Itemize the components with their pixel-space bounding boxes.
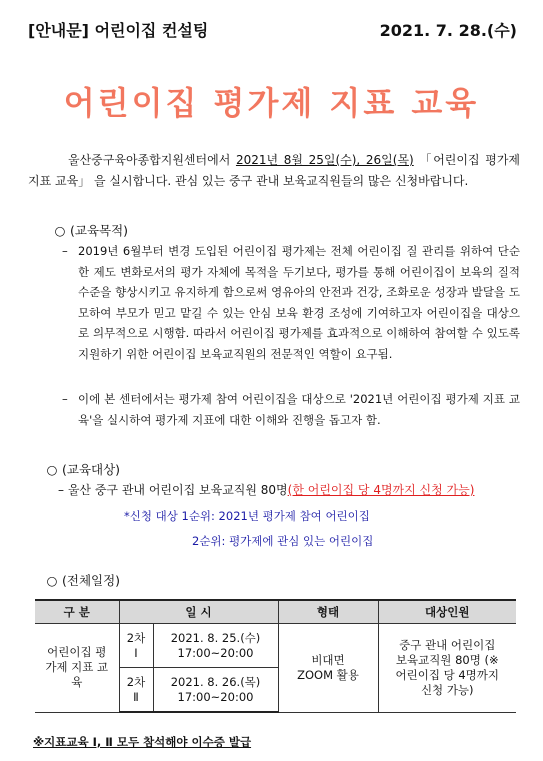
circle-bullet-icon: ○ xyxy=(46,573,58,588)
target-heading xyxy=(46,460,120,478)
target-text: 울산 중구 관내 어린이집 보육교직원 80명 xyxy=(67,483,288,497)
purpose-item xyxy=(62,241,520,364)
target-line xyxy=(58,481,474,498)
target-highlight: (한 어린이집 당 4명까지 신청 가능) xyxy=(287,483,475,497)
schedule-table xyxy=(35,599,516,713)
session-time: 17:00~20:00 xyxy=(177,689,254,704)
target-priority-1: *신청 대상 1순위: 2021년 평가제 참여 어린이집 xyxy=(124,509,370,523)
circle-bullet-icon: ○ xyxy=(46,462,58,477)
table-row xyxy=(35,624,516,668)
session-date: 2021. 8. 26.(목) xyxy=(170,674,261,689)
page-title: 어린이집 평가제 지표 교육 xyxy=(63,84,480,122)
intro-paragraph xyxy=(28,150,520,192)
round-cell: 2차 Ⅰ xyxy=(119,624,153,668)
datetime-cell xyxy=(153,624,278,668)
session-time: 17:00~20:00 xyxy=(177,645,254,660)
circle-bullet-icon: ○ xyxy=(54,223,66,238)
col-header-audience: 대상인원 xyxy=(378,600,516,624)
purpose-heading xyxy=(54,221,128,239)
notice-date: 2021. 7. 28.(수) xyxy=(379,21,517,40)
intro-post: 「어린이집 평가제 지표 교육」 을 실시합니다. 관심 있는 중구 관내 보육교직원들의 많은 신청바랍니다. xyxy=(28,153,521,188)
dash-bullet: – xyxy=(62,244,68,258)
session-date: 2021. 8. 25.(수) xyxy=(170,630,261,645)
col-header-category: 구 분 xyxy=(35,600,119,624)
schedule-heading-text: (전체일정) xyxy=(62,573,121,588)
col-header-format: 형태 xyxy=(278,600,378,624)
dash-bullet: – xyxy=(58,483,68,497)
purpose-heading-text: (교육목적) xyxy=(70,223,129,238)
table-header-row xyxy=(35,600,516,624)
purpose-item-text: 2019년 6월부터 변경 도입된 어린이집 평가제는 전체 어린이집 질 관리를 위하여 단순한 제도 변화로서의 평가 자체에 목적을 두기보다, 평가를 통해 어린이집이 보육의 질적 수준을 향상시키고 유지하게 함으로써 영유아의 안전과 건강, 조화로운 성장과 발달을 도모하여 부모가 믿고 맡길 수 있는 안심 보육 환경 조성에 기여하고자 어린이집을 대상으로 의무적으로 시행함. 따라서 어린이집 평가제를 효과적으로 이해하여 참여할 수 있도록 지원하기 위한 어린이집 보육교직원의 전문적인 역할이 요구됨. xyxy=(78,244,520,361)
intro-pre: 울산중구육아종합지원센터에서 xyxy=(68,153,236,167)
col-header-datetime: 일 시 xyxy=(119,600,278,624)
schedule-heading xyxy=(46,571,120,589)
notice-label: [안내문] 어린이집 컨설팅 xyxy=(28,21,209,40)
document-header xyxy=(28,18,517,44)
datetime-cell xyxy=(153,668,278,713)
round-cell: 2차 Ⅱ xyxy=(119,668,153,713)
footnote: ※지표교육 Ⅰ, Ⅱ 모두 참석해야 이수증 발급 xyxy=(33,735,252,749)
format-cell: 비대면 ZOOM 활용 xyxy=(278,624,378,713)
program-cell: 어린이집 평가제 지표 교육 xyxy=(35,624,119,713)
target-heading-text: (교육대상) xyxy=(62,462,121,477)
purpose-item-text: 이에 본 센터에서는 평가제 참여 어린이집을 대상으로 '2021년 어린이집 평가제 지표 교육'을 실시하여 평가제 지표에 대한 이해와 진행을 돕고자 함. xyxy=(78,392,520,427)
purpose-item xyxy=(62,389,520,430)
audience-cell: 중구 관내 어린이집 보육교직원 80명 (※어린이집 당 4명까지 신청 가능) xyxy=(378,624,516,713)
target-priority-2: 2순위: 평가제에 관심 있는 어린이집 xyxy=(192,534,374,548)
dash-bullet: – xyxy=(62,392,68,406)
intro-dates: 2021년 8월 25일(수), 26일(목) xyxy=(235,153,414,167)
